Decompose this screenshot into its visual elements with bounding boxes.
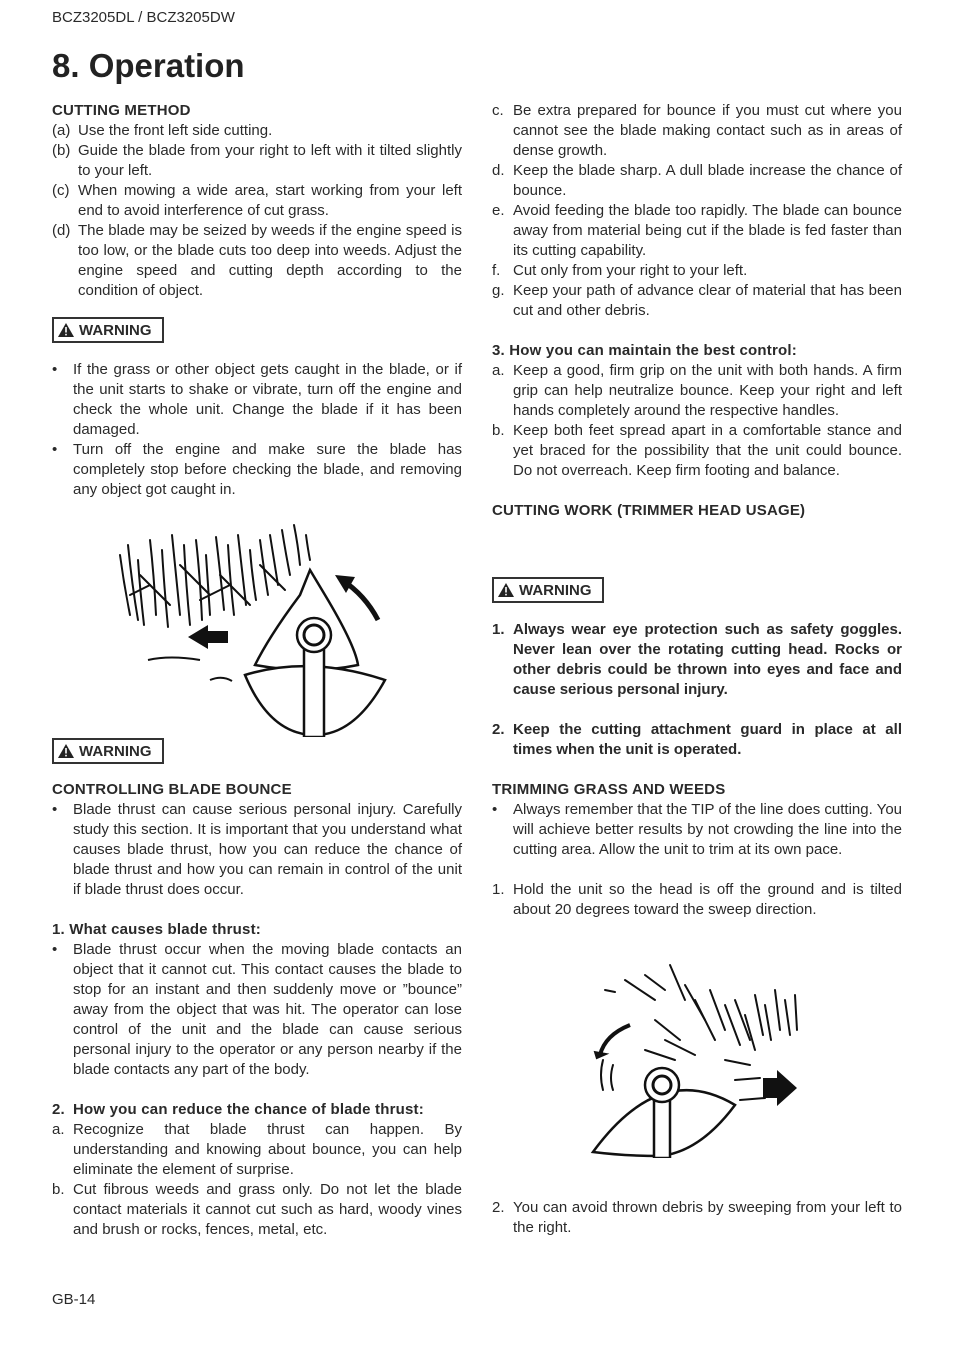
left-column	[52, 101, 462, 301]
list-item: 2. Keep the cutting attachment guard in place at all times when the unit is operated.	[492, 721, 902, 758]
warning-triangle-icon	[498, 583, 514, 597]
model-number: BCZ3205DL / BCZ3205DW	[52, 9, 235, 26]
list-item: 2. You can avoid thrown debris by sweeping from your left to the right.	[492, 1199, 902, 1236]
list-item: • Blade thrust can cause serious personal injury. Carefully study this section. It is important that you understand what causes blade thrust, how you can reduce the chance of blade thrust and how you can remain in control of the unit if blade thrust does occur.	[52, 801, 462, 898]
right-column	[492, 101, 902, 521]
blade-bounce-section	[52, 780, 462, 1240]
page-number: GB-14	[52, 1291, 96, 1308]
control-heading: 3. How you can maintain the best control:	[492, 342, 797, 359]
list-item: a. Keep a good, firm grip on the unit with both hands. A firm grip can help neutralize bounce. Keep your right and left hands completely around the respective handles.	[492, 362, 902, 419]
causes-heading: 1. What causes blade thrust:	[52, 921, 261, 938]
bounce-heading: CONTROLLING BLADE BOUNCE	[52, 781, 292, 798]
list-item: g. Keep your path of advance clear of material that has been cut and other debris.	[492, 282, 902, 319]
list-item: b. Cut fibrous weeds and grass only. Do not let the blade contact materials it cannot cut such as hard, woody vines and brush or rocks, fences, metal, etc.	[52, 1181, 462, 1238]
list-item: (b) Guide the blade from your right to left with it tilted slightly to your left.	[52, 142, 462, 179]
list-item: (a) Use the front left side cutting.	[52, 122, 273, 139]
list-item: • Turn off the engine and make sure the blade has completely stop before checking the blade, and removing any object got caught in.	[52, 441, 462, 498]
list-item: e. Avoid feeding the blade too rapidly. The blade can bounce away from material being cut if the blade is fed faster than its cutting capability.	[492, 202, 902, 259]
trimmer-heading: CUTTING WORK (TRIMMER HEAD USAGE)	[492, 502, 806, 519]
list-item: 1. Always wear eye protection such as safety goggles. Never lean over the rotating cutting head. Rocks or other debris could be thrown into eyes and face and cause serious personal injury.	[492, 621, 902, 698]
list-item: • Blade thrust occur when the moving blade contacts an object that it cannot cut. This contact causes the blade to stop for an instant and then suddenly move or ”bounce” away from the object that was hit. The operator can lose control of the unit and the blade can cause serious personal injury to the operator or any person nearby if the blade contacts any part of the body.	[52, 941, 462, 1078]
trimmer-head-illustration	[585, 960, 810, 1158]
list-item: (d) The blade may be seized by weeds if the engine speed is too low, or the blade cuts too deep into weeds. Adjust the engine speed and cutting depth according to the condition of object.	[52, 222, 462, 299]
trimmer-step2	[492, 1198, 902, 1238]
page-title: 8. Operation	[52, 47, 245, 84]
warning-bullets	[52, 360, 462, 500]
warning-label: WARNING	[52, 317, 164, 343]
trimmer-section	[492, 620, 902, 920]
list-item: (c) When mowing a wide area, start working from your left end to avoid interference of cut grass.	[52, 182, 462, 219]
blade-cutting-illustration	[110, 515, 400, 737]
list-item: f. Cut only from your right to your left.	[492, 262, 748, 279]
reduce-heading: 2. How you can reduce the chance of blade thrust:	[52, 1101, 424, 1118]
list-item: d. Keep the blade sharp. A dull blade increase the chance of bounce.	[492, 162, 902, 199]
list-item: • If the grass or other object gets caught in the blade, or if the unit starts to shake or vibrate, turn off the engine and check the whole unit. Change the blade if it has been damaged.	[52, 361, 462, 438]
list-item: • Always remember that the TIP of the line does cutting. You will achieve better results by not crowding the line into the cutting area. Allow the unit to trim at its own pace.	[492, 801, 902, 858]
list-item: a. Recognize that blade thrust can happen. By understanding and knowing about bounce, you can help eliminate the element of surprise.	[52, 1121, 462, 1178]
warning-label: WARNING	[52, 738, 164, 764]
cutting-method-heading: CUTTING METHOD	[52, 102, 191, 119]
list-item: c. Be extra prepared for bounce if you must cut where you cannot see the blade making contact such as in areas of dense growth.	[492, 102, 902, 159]
warning-triangle-icon	[58, 323, 74, 337]
warning-triangle-icon	[58, 744, 74, 758]
trimming-heading: TRIMMING GRASS AND WEEDS	[492, 781, 726, 798]
warning-label: WARNING	[492, 577, 604, 603]
list-item: 1. Hold the unit so the head is off the ground and is tilted about 20 degrees toward the sweep direction.	[492, 881, 902, 918]
list-item: b. Keep both feet spread apart in a comfortable stance and yet braced for the possibility that the unit could bounce. Do not overreach. Keep firm footing and balance.	[492, 422, 902, 479]
